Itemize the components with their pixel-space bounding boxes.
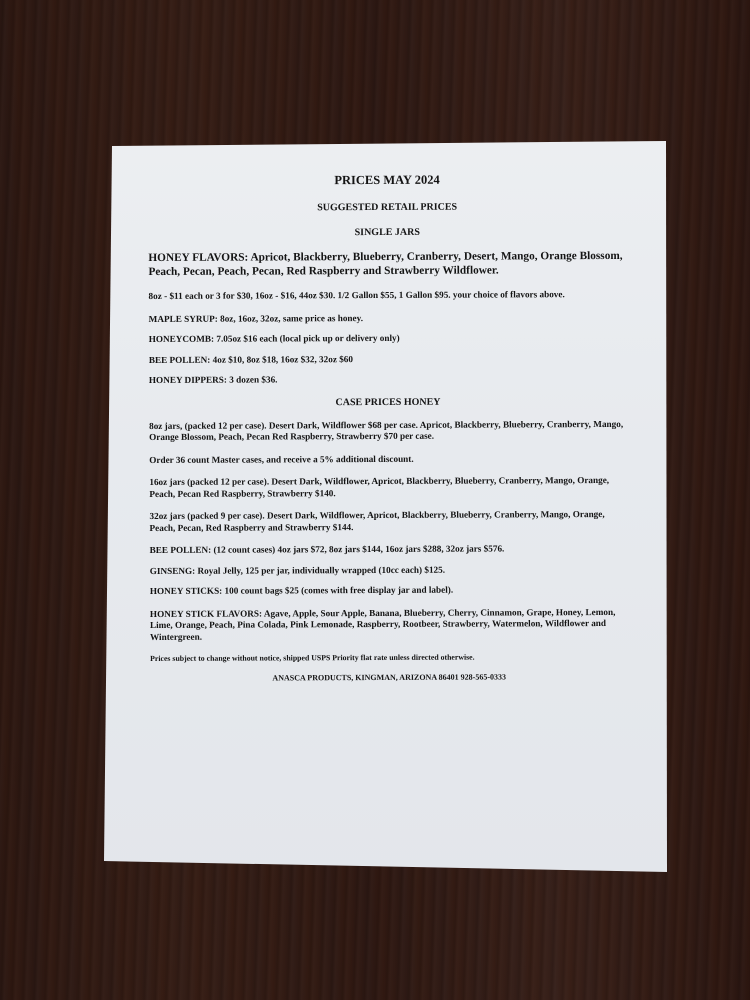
suggested-retail-heading: SUGGESTED RETAIL PRICES: [317, 201, 458, 214]
honey-flavors-text: HONEY FLAVORS: Apricot, Blackberry, Blueberry, Cranberry, Desert, Mango, Orange Blossom, Peach, Pecan, Peach, Pecan, Red Raspberry and Strawberry Wildflower.: [148, 249, 623, 278]
single-jar-pricing-text: 8oz - $11 each or 3 for $30, 16oz - $16, 44oz $30. 1/2 Gallon $55, 1 Gallon $95. your choice of flavors above.: [148, 289, 565, 301]
master-cases-text: Order 36 count Master cases, and receive a 5% additional discount.: [149, 453, 414, 465]
bee-pollen-single-text: BEE POLLEN: 4oz $10, 8oz $18, 16oz $32, 32oz $60: [148, 353, 354, 365]
page-title: PRICES MAY 2024: [334, 172, 440, 188]
honey-dippers-text: HONEY DIPPERS: 3 dozen $36.: [148, 374, 278, 385]
case-prices-heading: CASE PRICES HONEY: [335, 396, 441, 408]
bee-pollen-case-text: BEE POLLEN: (12 count cases) 4oz jars $72, 8oz jars $144, 16oz jars $288, 32oz jars $576.: [149, 543, 505, 555]
honey-sticks-text: HONEY STICKS: 100 count bags $25 (comes with free display jar and label).: [149, 584, 454, 596]
single-jars-heading: SINGLE JARS: [354, 226, 420, 239]
honey-stick-flavors-text: HONEY STICK FLAVORS: Agave, Apple, Sour Apple, Banana, Blueberry, Cherry, Cinnamon, Grape, Honey, Lemon, Lime, Orange, Peach, Pina Colada, Pink Lemonade, Raspberry, Rootbeer, Strawberry, Watermelon, Wildflower and Wintergreen.: [149, 606, 616, 642]
disclaimer-text: Prices subject to change without notice, shipped USPS Priority flat rate unless directed otherwise.: [150, 652, 475, 663]
ginseng-text: GINSENG: Royal Jelly, 125 per jar, individually wrapped (10cc each) $125.: [149, 564, 446, 576]
case-16oz-text: 16oz jars (packed 12 per case). Desert Dark, Wildflower, Apricot, Blackberry, Blueberry, Cranberry, Mango, Orange, Peach, Pecan Red Raspberry, Strawberry $140.: [149, 474, 610, 499]
honeycomb-text: HONEYCOMB: 7.05oz $16 each (local pick up or delivery only): [148, 332, 400, 344]
case-32oz-text: 32oz jars (packed 9 per case). Desert Dark, Wildflower, Apricot, Blackberry, Blueberry, Cranberry, Mango, Orange, Peach, Pecan, Red Raspberry and Strawberry $144.: [149, 509, 605, 533]
price-sheet-content: [148, 172, 628, 683]
maple-syrup-text: MAPLE SYRUP: 8oz, 16oz, 32oz, same price as honey.: [148, 312, 364, 324]
company-footer: ANASCA PRODUCTS, KINGMAN, ARIZONA 86401 928-565-0333: [272, 672, 506, 683]
case-8oz-text: 8oz jars, (packed 12 per case). Desert Dark, Wildflower $68 per case. Apricot, Blackberry, Blueberry, Cranberry, Mango, Orange Blossom, Peach, Pecan Red Raspberry, Strawberry $70 per case.: [149, 418, 624, 442]
